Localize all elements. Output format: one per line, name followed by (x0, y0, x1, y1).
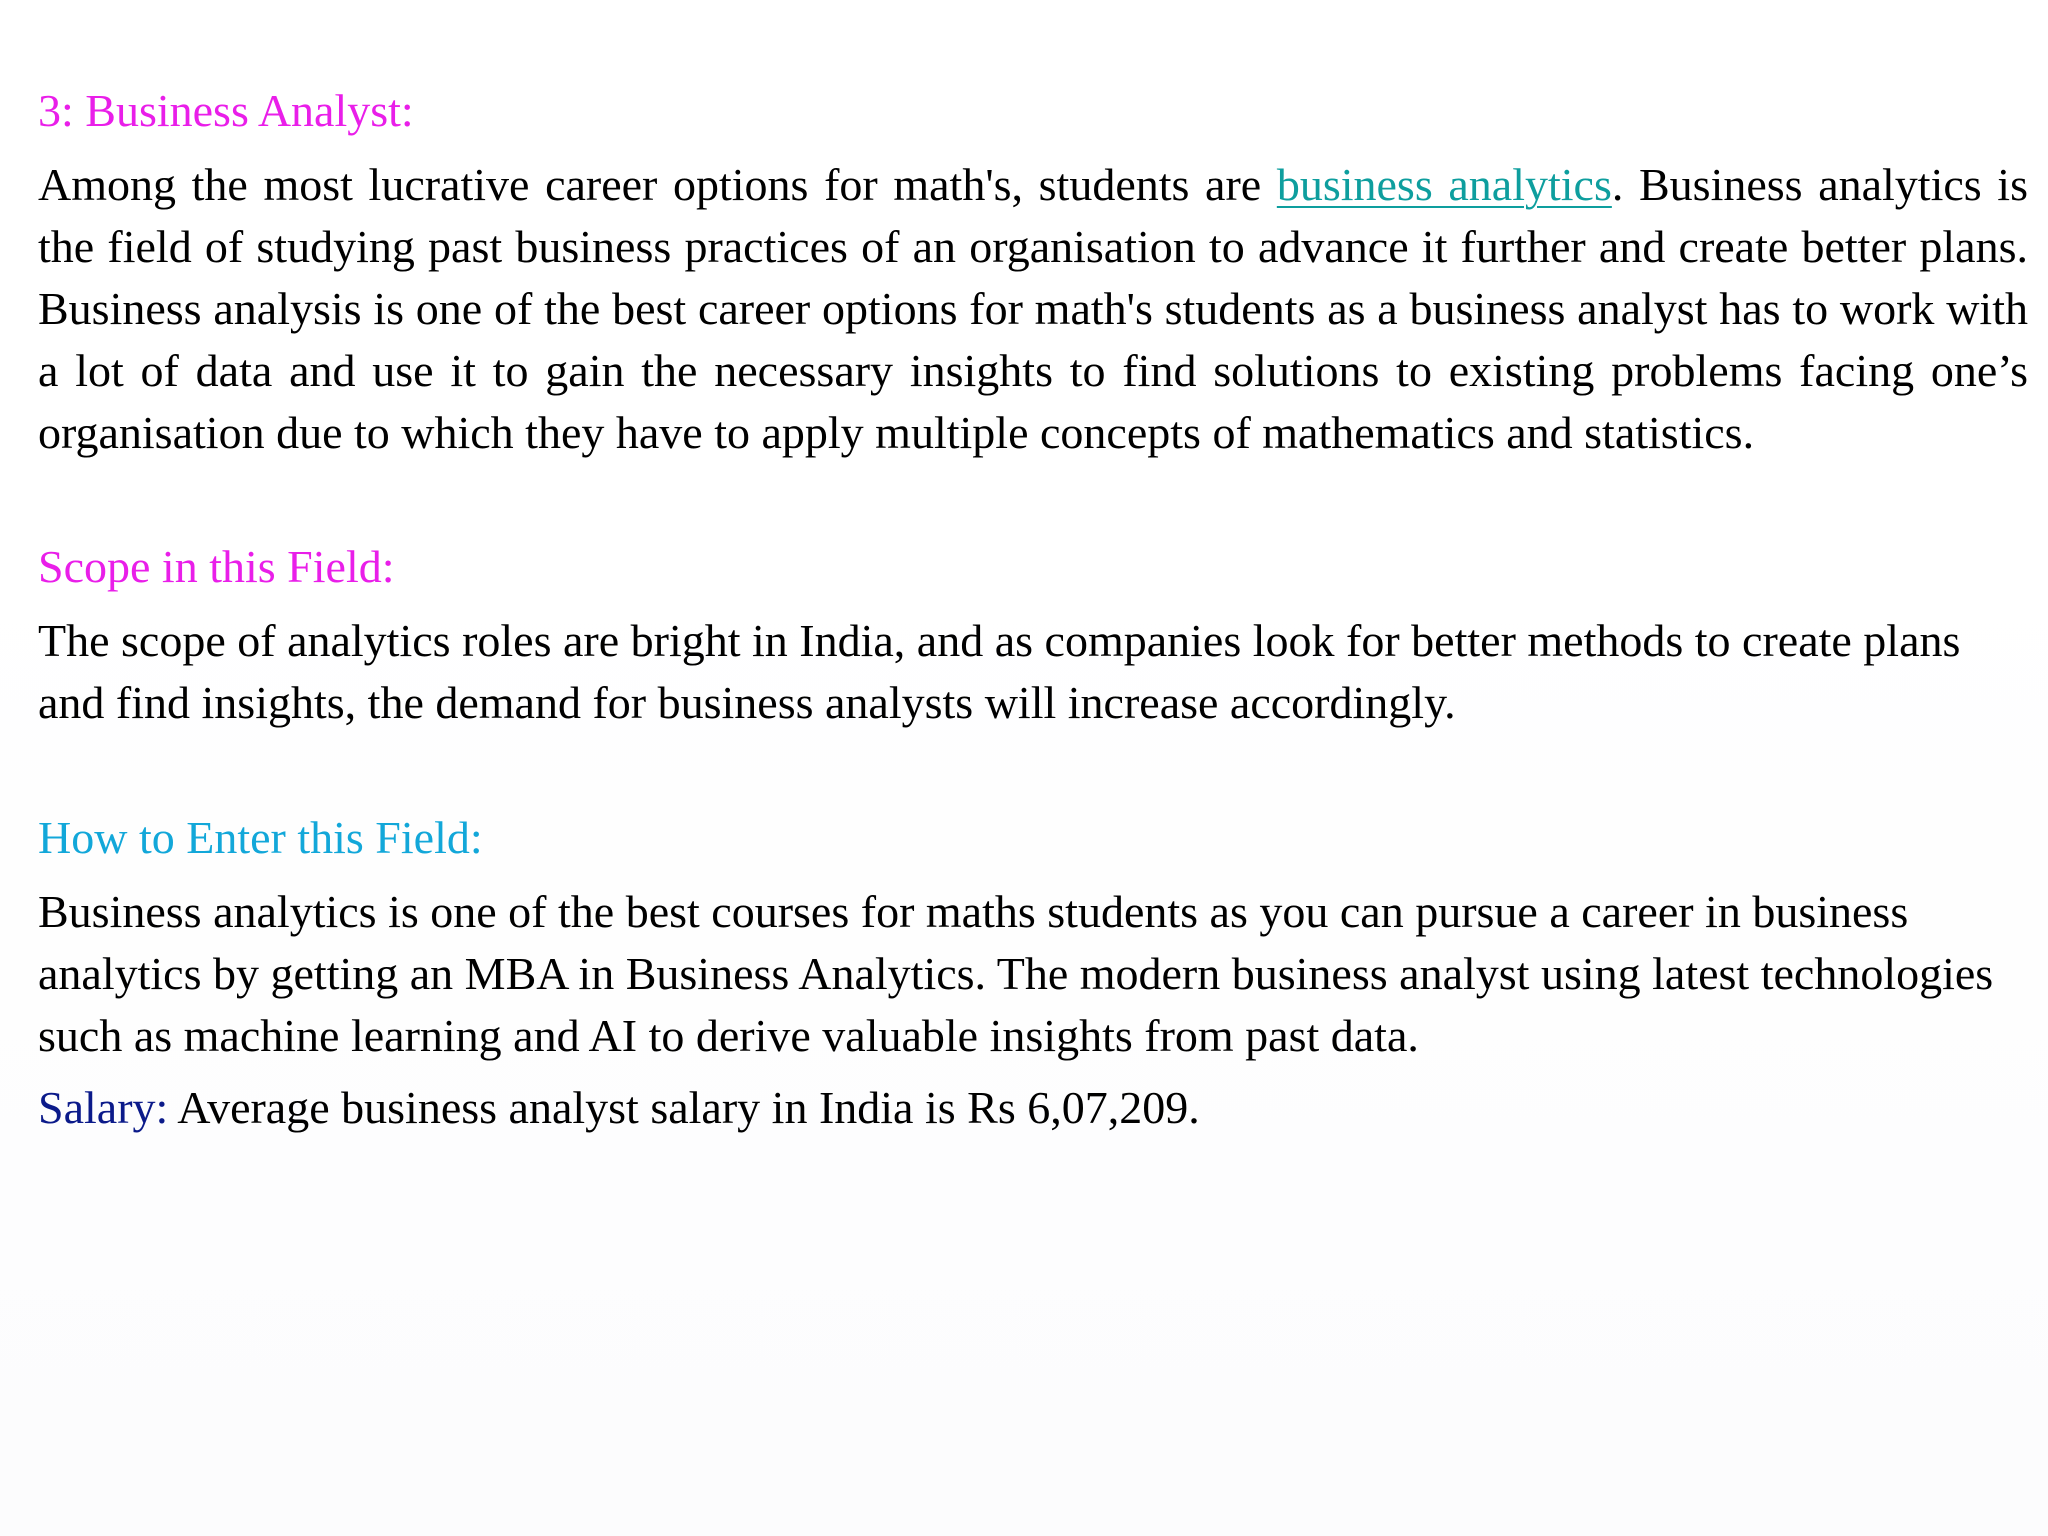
salary-text: Average business analyst salary in India is Rs 6,07,209. (168, 1082, 1200, 1133)
paragraph-text-before-link: Among the most lucrative career options for math's, students are (38, 159, 1277, 210)
salary-line (38, 1077, 2028, 1139)
business-analyst-paragraph (38, 154, 2028, 464)
section-spacer (38, 464, 2028, 536)
how-to-enter-paragraph: Business analytics is one of the best courses for maths students as you can pursue a career in business analytics by getting an MBA in Business Analytics. The modern business analyst using latest technologies such as machine learning and AI to derive valuable insights from past data. (38, 886, 1994, 1061)
paragraph-text-after-link: . Business analytics is the field of studying past business practices of an organisation to advance it further and create better plans. Business analysis is one of the best career options for math's students as a business analyst has to work with a lot of data and use it to gain the necessary insights to find solutions to existing problems facing one’s organisation due to which they have to apply multiple concepts of mathematics and statistics. (38, 159, 2028, 458)
business-analytics-link[interactable]: business analytics (1276, 159, 1612, 210)
scope-paragraph: The scope of analytics roles are bright in India, and as companies look for better methods to create plans and find insights, the demand for business analysts will increase accordingly. (38, 615, 1961, 728)
section-heading-how-to-enter: How to Enter this Field: (38, 812, 483, 863)
section-heading-scope: Scope in this Field: (38, 541, 395, 592)
section-heading-business-analyst: 3: Business Analyst: (38, 85, 414, 136)
salary-label: Salary: (38, 1082, 169, 1133)
section-spacer (38, 734, 2028, 807)
